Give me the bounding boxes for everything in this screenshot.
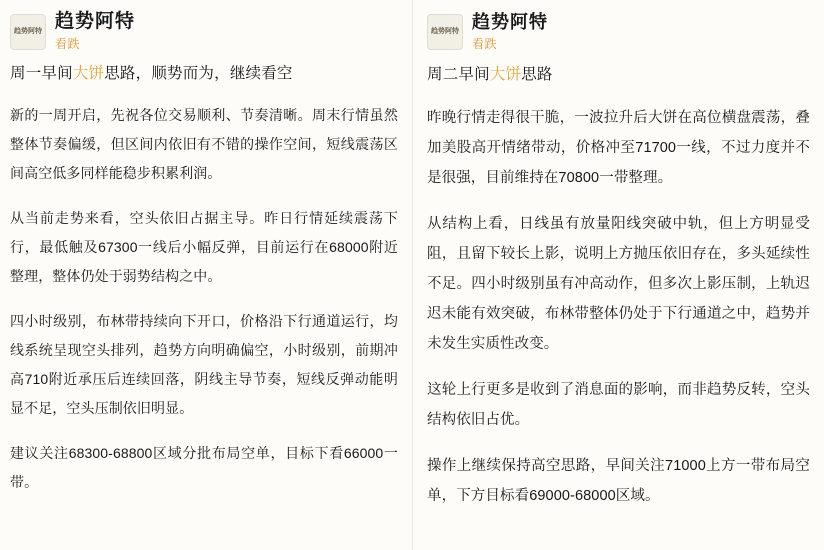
left-headline [10, 61, 398, 87]
left-sentiment-tag: 看跌 [55, 37, 81, 51]
avatar [10, 14, 46, 50]
right-paragraph-3: 这轮上行更多是收到了消息面的影响，而非趋势反转，空头结构依旧占优。 [427, 382, 810, 428]
right-headline-pre: 周二早间 [427, 66, 490, 83]
right-brand-name: 趋势阿特 [472, 12, 548, 32]
left-post-header [10, 10, 398, 51]
right-header-text [472, 10, 548, 51]
left-headline-post: 思路，顺势而为，继续看空 [104, 65, 293, 82]
left-headline-pre: 周一早间 [10, 65, 73, 82]
left-paragraph-1: 新的一周开启，先祝各位交易顺利、节奏清晰。周末行情虽然整体节奏偏缓，但区间内依旧有不错的操作空间，短线震荡区间高空低多同样能稳步积累利润。 [10, 107, 398, 181]
right-paragraph-1: 昨晚行情走得很干脆，一波拉升后大饼在高位横盘震荡，叠加美股高开情绪带动，价格冲至71700一线，不过力度并不是很强，目前维持在70800一带整理。 [427, 110, 810, 186]
left-paragraph-3: 四小时级别，布林带持续向下开口，价格沿下行通道运行，均线系统呈现空头排列，趋势方向明确偏空，小时级别，前期冲高710附近承压后连续回落，阴线主导节奏，短线反弹动能明显不足，空头压制依旧明显。 [10, 313, 398, 416]
right-headline-post: 思路 [521, 66, 553, 83]
left-header-text [55, 10, 135, 51]
right-post-column [412, 0, 824, 550]
right-paragraph-4: 操作上继续保持高空思路，早间关注71000上方一带布局空单，下方目标看69000-68000区域。 [427, 458, 810, 504]
right-paragraph-2: 从结构上看，日线虽有放量阳线突破中轨，但上方明显受阻，且留下较长上影，说明上方抛压依旧存在，多头延续性不足。四小时级别虽有冲高动作，但多次上影压制，上轨迟迟未能有效突破，布林带整体仍处于下行通道之中，趋势并未发生实质性改变。 [427, 216, 810, 352]
right-sentiment-tag: 看跌 [472, 37, 498, 51]
right-headline [427, 61, 810, 89]
left-headline-highlight: 大饼 [72, 65, 105, 82]
left-paragraph-2: 从当前走势来看，空头依旧占据主导。昨日行情延续震荡下行，最低触及67300一线后小幅反弹，目前运行在68000附近整理，整体仍处于弱势结构之中。 [10, 210, 398, 284]
avatar-label: 趋势阿特 [431, 28, 459, 35]
right-post-header [427, 10, 810, 51]
left-brand-name: 趋势阿特 [55, 11, 136, 32]
avatar-label: 趋势阿特 [14, 28, 42, 35]
avatar [427, 14, 463, 50]
left-paragraph-4: 建议关注68300-68800区域分批布局空单，目标下看66000一带。 [10, 445, 398, 490]
right-headline-highlight: 大饼 [489, 66, 522, 83]
